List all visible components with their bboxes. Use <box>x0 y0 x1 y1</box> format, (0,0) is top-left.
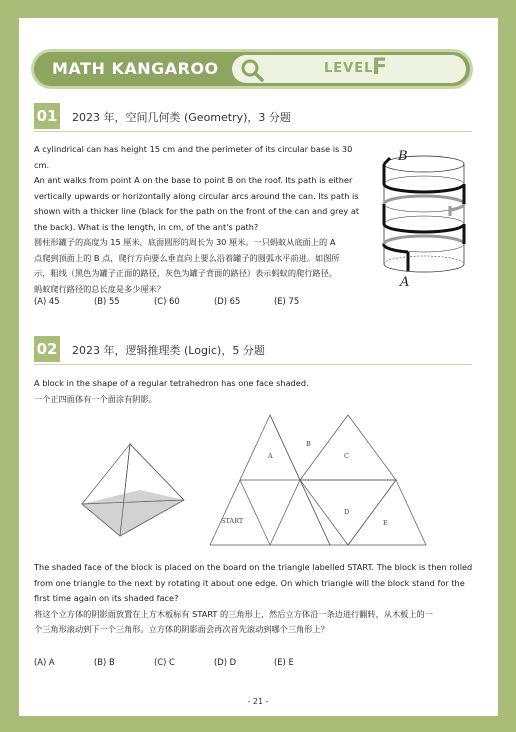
board-label-a: A <box>268 452 273 460</box>
point-a-label: A <box>400 275 410 290</box>
banner-title: MATH KANGAROO <box>52 59 219 78</box>
triangle-board <box>200 410 430 550</box>
q1-choice-b[interactable]: (B) 55 <box>94 296 120 306</box>
page-number: - 21 - <box>247 697 269 706</box>
magnifier-icon <box>240 58 264 82</box>
header-banner <box>34 52 470 86</box>
board-label-start: START <box>221 517 244 525</box>
q2-choice-c[interactable]: (C) C <box>154 657 175 667</box>
q1-choice-c[interactable]: (C) 60 <box>154 296 180 306</box>
page-frame-left <box>0 0 19 732</box>
question-2-intro: A block in the shape of a regular tetrahedron has one face shaded. 一个正四面体有一个面涂有阴影。 <box>34 378 309 404</box>
q2-choice-d[interactable]: (D) D <box>214 657 237 667</box>
level-label: LEVEL <box>324 61 374 76</box>
cylinder-figure <box>378 146 470 292</box>
page-frame-right <box>498 0 516 732</box>
question-1-text: A cylindrical can has height 15 cm and the perimeter of its circular base is 30 cm. An ant walks from point A on the base to point B on the roof. Its path is either vertically upwards or horizontally along circular arcs around the can. Its path is shown with a thicker line (black for the path on the front of the can and grey at the back). What is the length, in cm, of the ant's path? 圆柱形罐子的高度为 15 厘米，底面圆形的周长为 30 厘米。一只蚂蚁从底面上的 A 点爬到顶面上的 B 点，爬行方向要么垂直向上要么沿着罐子的圆弧水平前进。如图所 示，粗线（黑色为罐子正面的路径，灰色为罐子背面的路径）表示蚂蚁的爬行路径。 蚂蚁爬行路径的总长度是多少厘米？ <box>34 144 360 294</box>
q2-choice-a[interactable]: (A) A <box>34 657 55 667</box>
tetrahedron-figure <box>80 440 190 540</box>
level-letter: F <box>372 55 388 80</box>
question-heading-1: 2023 年，空间几何类 (Geometry)，3 分题 <box>72 111 291 124</box>
board-label-e: E <box>383 519 388 527</box>
q1-choice-e[interactable]: (E) 75 <box>274 296 300 306</box>
page-frame-top <box>0 0 516 18</box>
q2-choice-b[interactable]: (B) B <box>94 657 115 667</box>
question-number-1: 01 <box>34 103 60 129</box>
point-b-label: B <box>398 149 408 164</box>
question-divider-1 <box>34 131 472 132</box>
board-label-c: C <box>344 452 349 460</box>
board-label-d: D <box>344 508 350 516</box>
level-pill <box>232 55 466 83</box>
question-heading-2: 2023 年，逻辑推理类 (Logic)，5 分题 <box>72 344 265 357</box>
q1-choice-a[interactable]: (A) 45 <box>34 296 60 306</box>
question-2-text: The shaded face of the block is placed on the board on the triangle labelled START. The block is then rolled from one triangle to the next by rotating it about one edge. On which triangle will the block stand for the first time again on its shaded face? 将这个立方体的阴影面放置在上方木板标有 START 的三角形上，然后立方体沿一条边进行翻转，从木板上的一 个三角形滚动到下一个三角形。立方体的阴影面会再次首先滚动到哪个三角形上？ <box>34 562 473 634</box>
board-label-b: B <box>306 440 311 448</box>
question-divider-2 <box>34 364 472 365</box>
question-1-choices <box>34 296 334 308</box>
question-2-choices <box>34 657 334 669</box>
page-frame-bottom <box>0 716 516 732</box>
question-number-2: 02 <box>34 336 60 362</box>
q2-choice-e[interactable]: (E) E <box>274 657 294 667</box>
q1-choice-d[interactable]: (D) 65 <box>214 296 241 306</box>
